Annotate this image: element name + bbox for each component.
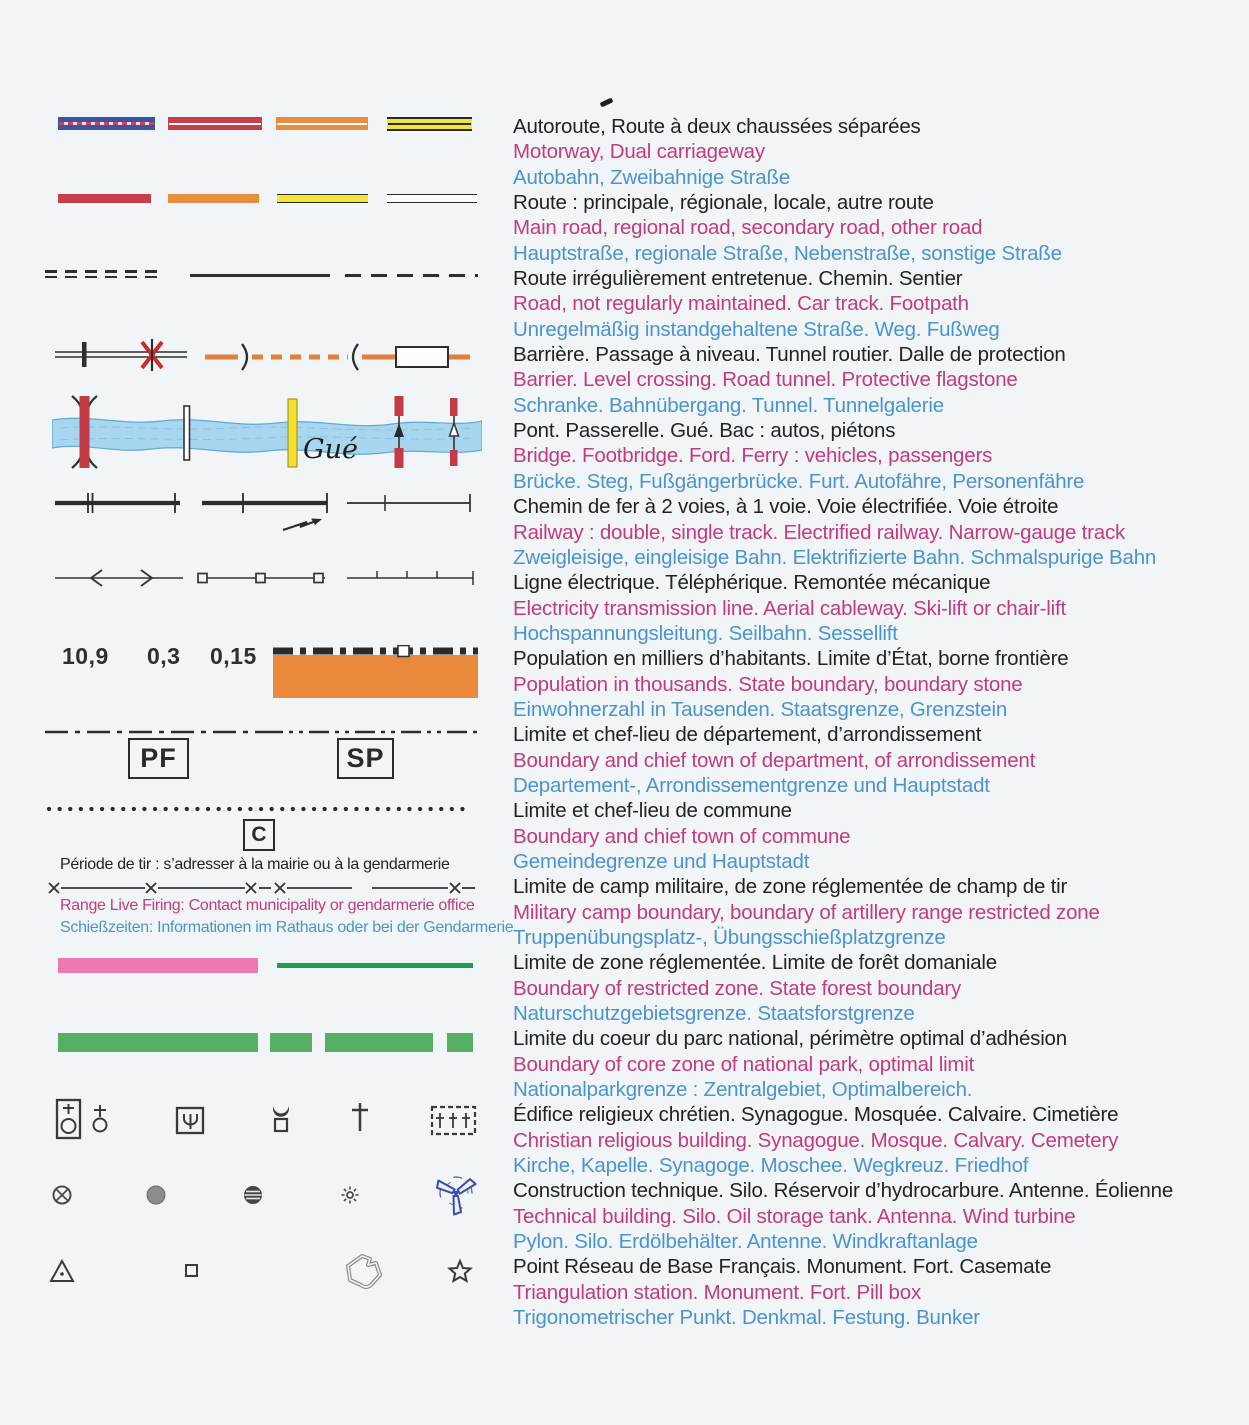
unmaintained-road-dashes bbox=[45, 270, 165, 278]
legend-line-de: Brücke. Steg, Fußgängerbrücke. Furt. Autofähre, Personenfähre bbox=[513, 469, 1085, 493]
cableway-icon bbox=[198, 574, 325, 583]
commune-label: C bbox=[251, 823, 267, 846]
legend-line-en: Population in thousands. State boundary, boundary stone bbox=[513, 672, 1023, 696]
secondary-road-band bbox=[277, 194, 368, 203]
legend-line-fr: Barrière. Passage à niveau. Tunnel routier. Dalle de protection bbox=[513, 343, 1066, 367]
railway-electrified-icon bbox=[202, 493, 327, 530]
religious-icons bbox=[50, 1093, 480, 1145]
legend-line-fr: Limite du coeur du parc national, périmètre optimal d’adhésion bbox=[513, 1027, 1067, 1051]
barrier-level-crossing-icons bbox=[55, 338, 195, 378]
legend-line-de: Hochspannungsleitung. Seilbahn. Sessellift bbox=[513, 621, 898, 645]
legend-line-fr: Édifice religieux chrétien. Synagogue. Mosquée. Calvaire. Cimetière bbox=[513, 1103, 1119, 1127]
ferry-passengers-icon bbox=[450, 398, 459, 466]
legend-line-de: Zweigleisige, eingleisige Bahn. Elektrifizierte Bahn. Schmalspurige Bahn bbox=[513, 545, 1157, 569]
legend-line-en: Boundary of core zone of national park, optimal limit bbox=[513, 1052, 975, 1076]
legend-line-en: Bridge. Footbridge. Ford. Ferry : vehicles, passengers bbox=[513, 444, 993, 468]
commune-box bbox=[243, 819, 275, 851]
railway-double-icon bbox=[55, 493, 180, 513]
subprefecture-box bbox=[337, 738, 394, 779]
legend-line-de: Hauptstraße, regionale Straße, Nebenstraße, sonstige Straße bbox=[513, 241, 1062, 265]
legend-line-fr: Route : principale, régionale, locale, autre route bbox=[513, 191, 934, 215]
legend-line-fr: Pont. Passerelle. Gué. Bac : autos, piétons bbox=[513, 419, 896, 443]
monument-icon bbox=[186, 1265, 197, 1276]
legend-line-en: Technical building. Silo. Oil storage tank. Antenna. Wind turbine bbox=[513, 1204, 1076, 1228]
mosque-icon bbox=[273, 1106, 289, 1131]
legend-line-de: Einwohnerzahl in Tausenden. Staatsgrenze, Grenzstein bbox=[513, 697, 1008, 721]
military-note-en: Range Live Firing: Contact municipality or gendarmerie office bbox=[60, 897, 475, 914]
dual-carriageway-yellow-band bbox=[387, 117, 472, 131]
ford-icon bbox=[288, 399, 297, 467]
commune-boundary-dots bbox=[45, 804, 475, 814]
other-road-band bbox=[387, 194, 477, 203]
legend-line-de: Nationalparkgrenze : Zentralgebiet, Optimalbereich. bbox=[513, 1078, 973, 1102]
legend-line-de: Naturschutzgebietsgrenze. Staatsforstgrenze bbox=[513, 1002, 915, 1026]
population-value: 0,3 bbox=[147, 643, 181, 669]
main-road-band bbox=[58, 194, 151, 203]
power-line-icon bbox=[55, 570, 183, 586]
legend-line-fr: Construction technique. Silo. Réservoir d’hydrocarbure. Antenne. Éolienne bbox=[513, 1179, 1174, 1203]
legend-line-de: Truppenübungsplatz-, Übungsschießplatzgrenze bbox=[513, 926, 946, 949]
triangulation-icon bbox=[51, 1261, 73, 1281]
legend-line-fr: Limite de zone réglementée. Limite de forêt domaniale bbox=[513, 951, 997, 975]
ink-speck bbox=[600, 97, 614, 107]
ford-label: Gué bbox=[303, 434, 358, 465]
legend-line-fr: Chemin de fer à 2 voies, à 1 voie. Voie électrifiée. Voie étroite bbox=[513, 495, 1059, 519]
legend-line-en: Railway : double, single track. Electrified railway. Narrow-gauge track bbox=[513, 520, 1126, 544]
military-note-fr: Période de tir : s’adresser à la mairie ou à la gendarmerie bbox=[60, 856, 450, 873]
legend-line-de: Schranke. Bahnübergang. Tunnel. Tunnelgalerie bbox=[513, 393, 944, 417]
power-cableway-icons bbox=[55, 564, 480, 592]
national-park-dash bbox=[270, 1033, 312, 1052]
dual-carriageway-red-band bbox=[168, 117, 262, 130]
motorway-band bbox=[58, 117, 155, 130]
legend-line-fr: Ligne électrique. Téléphérique. Remontée mécanique bbox=[513, 571, 991, 595]
legend-line-fr: Point Réseau de Base Français. Monument. Fort. Casemate bbox=[513, 1255, 1052, 1279]
legend-line-en: Electricity transmission line. Aerial cableway. Ski-lift or chair-lift bbox=[513, 596, 1066, 620]
national-park-dash bbox=[325, 1033, 433, 1052]
river-band bbox=[52, 390, 482, 475]
technical-building-icon bbox=[54, 1187, 71, 1204]
legend-line-en: Road, not regularly maintained. Car track. Footpath bbox=[513, 292, 969, 316]
legend-line-de: Pylon. Silo. Erdölbehälter. Antenne. Windkraftanlage bbox=[513, 1230, 978, 1254]
department-boundary-line bbox=[45, 726, 480, 738]
cemetery-icon bbox=[432, 1107, 475, 1134]
road-tunnel-icon bbox=[200, 338, 475, 378]
military-note-de: Schießzeiten: Informationen im Rathaus oder bei der Gendarmerie bbox=[60, 919, 514, 936]
legend-line-fr: Autoroute, Route à deux chaussées séparées bbox=[513, 115, 921, 138]
legend-line-fr: Route irrégulièrement entretenue. Chemin. Sentier bbox=[513, 267, 963, 291]
legend-line-en: Military camp boundary, boundary of artillery range restricted zone bbox=[513, 900, 1100, 924]
forest-boundary-line bbox=[277, 963, 473, 968]
military-boundary-line bbox=[45, 880, 480, 897]
legend-line-en: Triangulation station. Monument. Fort. Pill box bbox=[513, 1280, 922, 1304]
legend-line-en: Barrier. Level crossing. Road tunnel. Protective flagstone bbox=[513, 368, 1018, 392]
legend-line-fr: Limite et chef-lieu de département, d’arrondissement bbox=[513, 723, 982, 747]
boundary-stone-icon bbox=[398, 646, 409, 657]
footpath-dashes bbox=[345, 274, 478, 277]
pillbox-star-icon bbox=[450, 1261, 471, 1281]
legend-text-column bbox=[513, 114, 1173, 1331]
fort-icon bbox=[348, 1256, 380, 1287]
railway-narrow-icon bbox=[347, 494, 470, 512]
state-boundary-band bbox=[273, 645, 478, 700]
wind-turbine-icon bbox=[432, 1168, 483, 1219]
dual-carriageway-orange-band bbox=[276, 117, 368, 130]
national-park-band bbox=[58, 1033, 258, 1052]
synagogue-icon bbox=[177, 1108, 203, 1133]
level-crossing-icon bbox=[142, 339, 162, 371]
legend-line-de: Unregelmäßig instandgehaltene Straße. Weg. Fußweg bbox=[513, 317, 1000, 341]
restricted-zone-band bbox=[58, 958, 258, 973]
legend-line-fr: Limite et chef-lieu de commune bbox=[513, 799, 792, 823]
footbridge-icon bbox=[184, 406, 190, 460]
legend-line-de: Kirche, Kapelle. Synagoge. Moschee. Wegkreuz. Friedhof bbox=[513, 1154, 1029, 1178]
silo-icon bbox=[147, 1186, 165, 1204]
legend-line-en: Boundary and chief town of department, of arrondissement bbox=[513, 748, 1036, 772]
legend-line-fr: Limite de camp militaire, de zone réglementée de champ de tir bbox=[513, 875, 1068, 899]
prefecture-box bbox=[128, 738, 189, 779]
antenna-icon bbox=[342, 1187, 359, 1204]
legend-line-de: Gemeindegrenze und Hauptstadt bbox=[513, 849, 810, 873]
legend-line-de: Autobahn, Zweibahnige Straße bbox=[513, 165, 791, 189]
legend-line-en: Boundary of restricted zone. State forest boundary bbox=[513, 976, 962, 1000]
car-track-line bbox=[190, 274, 330, 277]
oil-tank-icon bbox=[244, 1186, 262, 1204]
population-value: 10,9 bbox=[62, 643, 109, 669]
national-park-dash bbox=[447, 1033, 473, 1052]
legend-line-de: Departement-, Arrondissementgrenze und Hauptstadt bbox=[513, 773, 990, 797]
protective-flagstone-icon bbox=[396, 347, 448, 367]
church-icon bbox=[57, 1100, 80, 1138]
technical-icons bbox=[48, 1168, 483, 1220]
population-value: 0,15 bbox=[210, 643, 257, 669]
survey-icons bbox=[48, 1250, 483, 1295]
ski-lift-icon bbox=[347, 571, 473, 585]
legend-line-en: Main road, regional road, secondary road, other road bbox=[513, 216, 983, 240]
legend-line-fr: Population en milliers d’habitants. Limite d’État, borne frontière bbox=[513, 647, 1069, 671]
legend-line-de: Trigonometrischer Punkt. Denkmal. Festung. Bunker bbox=[513, 1306, 980, 1330]
subprefecture-label: SP bbox=[346, 743, 385, 773]
regional-road-band bbox=[168, 194, 259, 203]
calvary-cross-icon bbox=[352, 1103, 368, 1131]
legend-line-en: Boundary and chief town of commune bbox=[513, 824, 851, 848]
chapel-icon bbox=[94, 1105, 107, 1132]
barrier-icon bbox=[55, 342, 187, 367]
railway-icons bbox=[55, 490, 475, 538]
legend-line-en: Christian religious building. Synagogue. Mosque. Calvary. Cemetery bbox=[513, 1128, 1119, 1152]
prefecture-label: PF bbox=[140, 743, 177, 773]
legend-line-en: Motorway, Dual carriageway bbox=[513, 140, 765, 164]
